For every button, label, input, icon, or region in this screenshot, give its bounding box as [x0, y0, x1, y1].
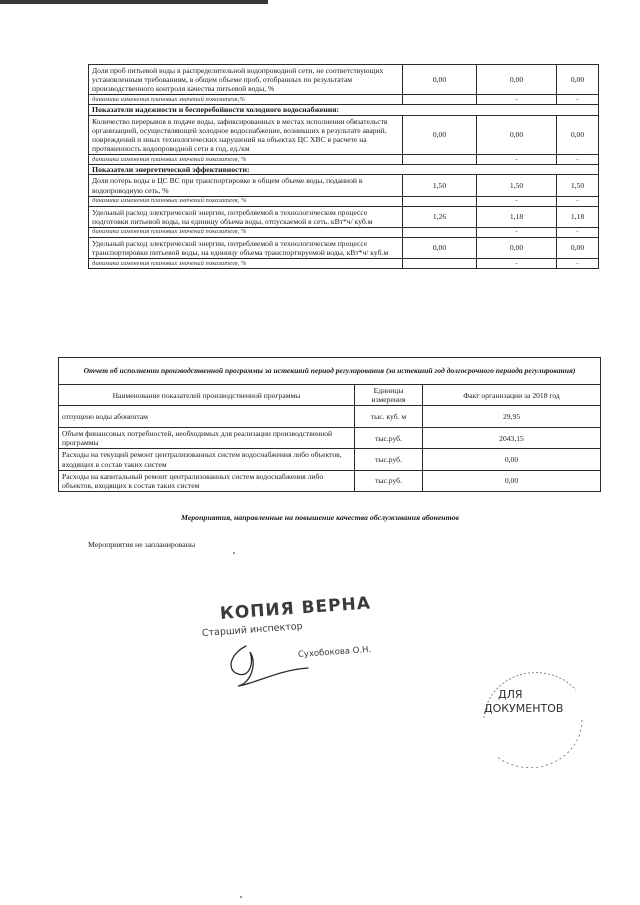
- indicator-value-2: 0,00: [477, 65, 557, 95]
- indicator-value-1: [403, 227, 477, 237]
- report-row-fact: 0,00: [423, 470, 601, 491]
- indicator-value-1: [403, 259, 477, 269]
- indicator-row: [89, 175, 599, 196]
- indicator-value-3: -: [557, 95, 599, 105]
- for-documents-stamp-circle: [472, 660, 592, 770]
- indicator-value-1: 0,00: [403, 115, 477, 154]
- doc-stamp-line2: ДОКУМЕНТОВ: [484, 702, 564, 715]
- indicator-value-3: -: [557, 259, 599, 269]
- report-row-fact: 2043,15: [423, 428, 601, 449]
- indicator-value-2: 1,50: [477, 175, 557, 196]
- section-header-row: [89, 105, 599, 115]
- scan-speck: [240, 896, 242, 898]
- production-program-report-table: [58, 357, 601, 492]
- indicator-value-2: 0,00: [477, 115, 557, 154]
- report-caption: Отчет об исполнении производственной программы за истекший период регулирования (за истекший год долгосрочного периода регулирования): [59, 358, 601, 385]
- indicator-label: динамика изменения плановых значений показателя, %: [89, 227, 403, 237]
- stamp-title: КОПИЯ ВЕРНА: [219, 593, 372, 624]
- dynamics-row: [89, 259, 599, 269]
- section-title: Показатели надежности и бесперебойности холодного водоснабжения:: [89, 105, 599, 115]
- report-header-fact: Факт организации за 2018 год: [423, 385, 601, 406]
- indicator-label: динамика изменения плановых значений показателя, %: [89, 259, 403, 269]
- indicator-label: динамика изменения плановых значений показателя,%: [89, 95, 403, 105]
- section-title: Показатели энергетической эффективности:: [89, 165, 599, 175]
- report-row-name: отпущено воды абонентам: [59, 406, 355, 428]
- handwritten-signature: [224, 640, 314, 690]
- indicator-value-1: 1,50: [403, 175, 477, 196]
- report-row-unit: тыс. куб. м: [355, 406, 423, 428]
- indicator-row: [89, 206, 599, 227]
- indicator-label: динамика изменения плановых значений показателя, %: [89, 155, 403, 165]
- report-row: [59, 470, 601, 491]
- dynamics-row: [89, 95, 599, 105]
- indicator-label: Доля потерь воды в ЦС ВС при транспортировке в общем объеме воды, поданной в водопроводную сеть, %: [89, 175, 403, 196]
- report-row-unit: тыс.руб.: [355, 470, 423, 491]
- indicator-value-3: 1,50: [557, 175, 599, 196]
- indicator-value-3: 1,18: [557, 206, 599, 227]
- indicator-label: Доля проб питьевой воды в распределительной водопроводной сети, не соответствующих установленным требованиям, в общем объеме проб, отобранных по результатам производственного контроля качества питьевой воды, %: [89, 65, 403, 95]
- indicator-label: Удельный расход электрической энергии, потребляемой в технологическом процессе подготовки питьевой воды, на единицу объема воды, отпускаемой в сеть, кВт*ч/ куб.м: [89, 206, 403, 227]
- indicator-row: [89, 237, 599, 258]
- report-row: [59, 428, 601, 449]
- indicator-value-1: [403, 155, 477, 165]
- indicator-value-3: 0,00: [557, 65, 599, 95]
- report-header-name: Наименование показателей производственной программы: [59, 385, 355, 406]
- report-row-name: Расходы на капитальный ремонт централизованных систем водоснабжения либо объектов, входящих в состав таких систем: [59, 470, 355, 491]
- stamp-role: Старший инспектор: [201, 620, 303, 639]
- scan-edge-bar: [0, 0, 268, 4]
- indicators-table: [88, 64, 599, 269]
- indicator-value-1: [403, 196, 477, 206]
- indicator-value-2: 0,00: [477, 237, 557, 258]
- indicator-label: Количество перерывов в подаче воды, зафиксированных в местах исполнения обязательств организацией, осуществляющей холодное водоснабжение, возникших в результате аварий, повреждений и иных технологических нарушений на объектах ЦС ХВС в расчете на протяженность водопроводной сети в год, ед./км: [89, 115, 403, 154]
- indicator-value-2: -: [477, 227, 557, 237]
- doc-stamp-line1: ДЛЯ: [498, 688, 523, 701]
- indicator-value-3: -: [557, 196, 599, 206]
- indicator-value-3: -: [557, 227, 599, 237]
- dynamics-row: [89, 155, 599, 165]
- dynamics-row: [89, 227, 599, 237]
- report-row-fact: 0,00: [423, 449, 601, 470]
- indicator-value-2: -: [477, 95, 557, 105]
- indicator-value-2: -: [477, 155, 557, 165]
- stamp-name: Сухобокова О.Н.: [297, 644, 372, 660]
- scan-speck: [233, 552, 235, 554]
- indicator-value-3: -: [557, 155, 599, 165]
- indicator-value-1: 0,00: [403, 65, 477, 95]
- indicator-value-1: 0,00: [403, 237, 477, 258]
- report-row: [59, 406, 601, 428]
- dynamics-row: [89, 196, 599, 206]
- report-row-unit: тыс.руб.: [355, 428, 423, 449]
- report-row-name: Расходы на текущий ремонт централизованных систем водоснабжения либо объектов, входящих в состав таких систем: [59, 449, 355, 470]
- indicator-row: [89, 65, 599, 95]
- indicator-value-3: 0,00: [557, 237, 599, 258]
- indicator-value-2: -: [477, 259, 557, 269]
- indicator-label: динамика изменения плановых значений показателя, %: [89, 196, 403, 206]
- indicator-label: Удельный расход электрической энергии, потребляемой в технологическом процессе транспортировки питьевой воды, на единицу объема транспортируемой воды, кВт*ч/ куб.м: [89, 237, 403, 258]
- report-row: [59, 449, 601, 470]
- indicator-row: [89, 115, 599, 154]
- indicator-value-3: 0,00: [557, 115, 599, 154]
- section-header-row: [89, 165, 599, 175]
- indicator-value-2: 1,18: [477, 206, 557, 227]
- indicator-value-1: 1,26: [403, 206, 477, 227]
- indicator-value-1: [403, 95, 477, 105]
- report-row-unit: тыс.руб.: [355, 449, 423, 470]
- report-header-unit: Единицы измерения: [355, 385, 423, 406]
- report-row-fact: 29,95: [423, 406, 601, 428]
- indicator-value-2: -: [477, 196, 557, 206]
- report-row-name: Объем финансовых потребностей, необходимых для реализации производственной программы: [59, 428, 355, 449]
- measures-text: Мероприятия не запланированы: [88, 540, 196, 549]
- measures-title: Мероприятия, направленные на повышение качества обслуживания абонентов: [181, 513, 459, 522]
